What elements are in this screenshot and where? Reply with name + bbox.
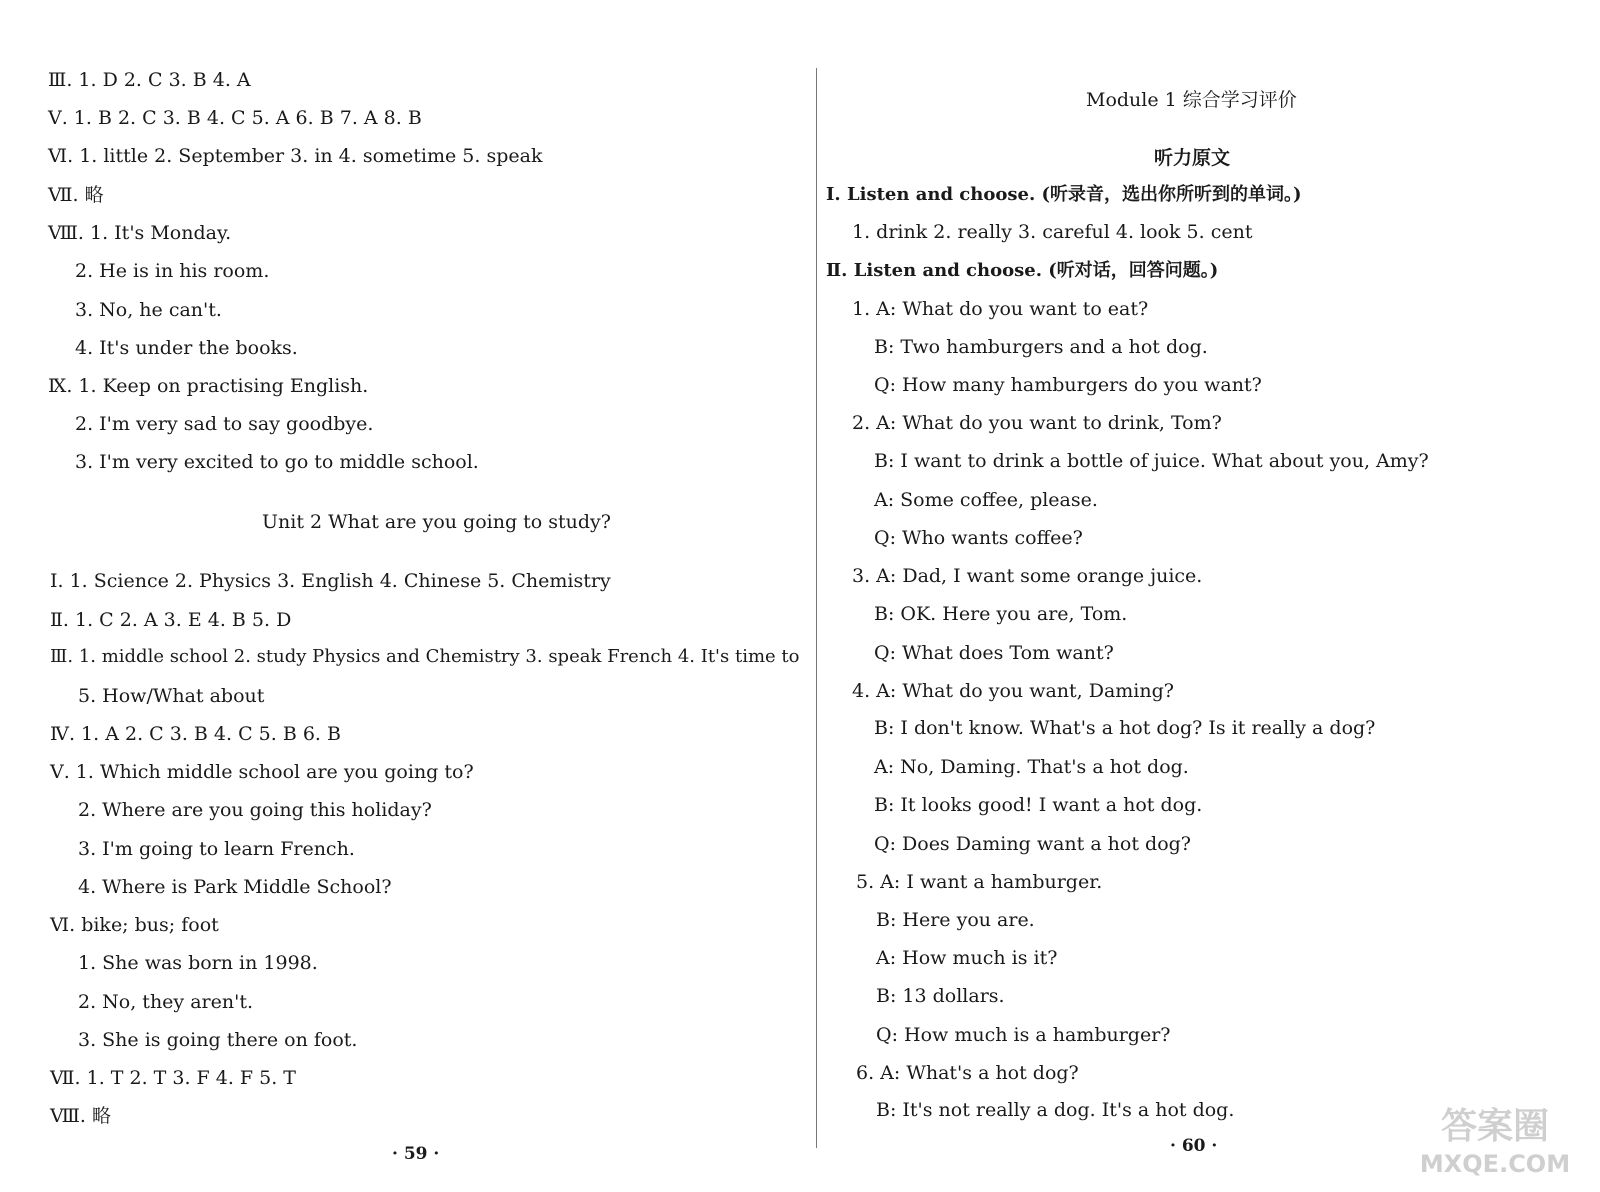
dialogue-line: A: No, Daming. That's a hot dog. xyxy=(874,756,1189,778)
dialogue-line: 6. A: What's a hot dog? xyxy=(856,1062,1079,1084)
dialogue-line: B: It's not really a dog. It's a hot dog. xyxy=(876,1099,1235,1121)
unit-title: Unit 2 What are you going to study? xyxy=(262,511,611,533)
answer-line: 3. I'm very excited to go to middle school. xyxy=(75,451,479,473)
answer-line: 3. I'm going to learn French. xyxy=(78,838,355,860)
section-subtitle: 听力原文 xyxy=(1154,147,1231,169)
answer-line: 2. No, they aren't. xyxy=(78,991,253,1013)
answer-line: 4. It's under the books. xyxy=(75,337,298,359)
answer-line: 3. She is going there on foot. xyxy=(78,1029,358,1051)
answer-line: Ⅴ. 1. B 2. C 3. B 4. C 5. A 6. B 7. A 8. B xyxy=(48,107,422,129)
answer-line: Ⅶ. 1. T 2. T 3. F 4. F 5. T xyxy=(50,1067,296,1089)
module-title: Module 1 综合学习评价 xyxy=(1086,89,1297,111)
dialogue-line: Q: Does Daming want a hot dog? xyxy=(874,833,1191,855)
answer-line: 1. She was born in 1998. xyxy=(78,952,318,974)
right-page xyxy=(818,0,1600,1192)
dialogue-line: B: OK. Here you are, Tom. xyxy=(874,603,1128,625)
answer-line: Ⅸ. 1. Keep on practising English. xyxy=(48,375,369,397)
answer-line: Ⅷ. 1. It's Monday. xyxy=(48,222,232,244)
answer-line: Ⅶ. 略 xyxy=(48,184,104,206)
answer-line: Ⅵ. bike; bus; foot xyxy=(50,914,219,936)
answer-line: Ⅱ. 1. C 2. A 3. E 4. B 5. D xyxy=(50,609,292,631)
dialogue-line: A: How much is it? xyxy=(876,947,1058,969)
answer-line: 5. How/What about xyxy=(78,685,265,707)
dialogue-line: B: It looks good! I want a hot dog. xyxy=(874,794,1203,816)
answer-line: Ⅴ. 1. Which middle school are you going to? xyxy=(50,761,474,783)
answer-line: 1. drink 2. really 3. careful 4. look 5. cent xyxy=(852,221,1253,243)
answer-line: 2. He is in his room. xyxy=(75,260,270,282)
watermark-top: 答案圈 xyxy=(1440,1106,1550,1147)
answer-line: Ⅲ. 1. D 2. C 3. B 4. A xyxy=(48,69,251,91)
dialogue-line: 3. A: Dad, I want some orange juice. xyxy=(852,565,1203,587)
dialogue-line: 4. A: What do you want, Daming? xyxy=(852,680,1174,702)
answer-line: 2. I'm very sad to say goodbye. xyxy=(75,413,374,435)
page-number: · 59 · xyxy=(392,1144,440,1164)
answer-line: Ⅷ. 略 xyxy=(50,1105,112,1127)
answer-line: 3. No, he can't. xyxy=(75,299,222,321)
dialogue-line: Q: How much is a hamburger? xyxy=(876,1024,1171,1046)
answer-line: Ⅰ. 1. Science 2. Physics 3. English 4. Chinese 5. Chemistry xyxy=(50,570,611,592)
answer-line: 4. Where is Park Middle School? xyxy=(78,876,392,898)
dialogue-line: B: 13 dollars. xyxy=(876,985,1005,1007)
watermark-bottom: MXQE.COM xyxy=(1419,1150,1571,1178)
dialogue-line: 2. A: What do you want to drink, Tom? xyxy=(852,412,1222,434)
watermark-logo xyxy=(1400,1100,1590,1180)
answer-line: Ⅲ. 1. middle school 2. study Physics and Chemistry 3. speak French 4. It's time to xyxy=(50,646,800,667)
answer-line: Ⅳ. 1. A 2. C 3. B 4. C 5. B 6. B xyxy=(50,723,341,745)
dialogue-line: Q: What does Tom want? xyxy=(874,642,1114,664)
dialogue-line: B: I want to drink a bottle of juice. What about you, Amy? xyxy=(874,450,1429,472)
section-heading: Ⅱ. Listen and choose. (听对话，回答问题。) xyxy=(826,260,1219,281)
dialogue-line: B: Two hamburgers and a hot dog. xyxy=(874,336,1208,358)
dialogue-line: Q: Who wants coffee? xyxy=(874,527,1083,549)
dialogue-line: B: Here you are. xyxy=(876,909,1035,931)
dialogue-line: 1. A: What do you want to eat? xyxy=(852,298,1149,320)
dialogue-line: B: I don't know. What's a hot dog? Is it really a dog? xyxy=(874,717,1376,739)
page-number: · 60 · xyxy=(1170,1136,1218,1156)
answer-line: 2. Where are you going this holiday? xyxy=(78,799,432,821)
page-divider xyxy=(816,68,817,1148)
dialogue-line: 5. A: I want a hamburger. xyxy=(856,871,1103,893)
dialogue-line: A: Some coffee, please. xyxy=(874,489,1098,511)
dialogue-line: Q: How many hamburgers do you want? xyxy=(874,374,1262,396)
answer-line: Ⅵ. 1. little 2. September 3. in 4. sometime 5. speak xyxy=(48,145,543,167)
section-heading: Ⅰ. Listen and choose. (听录音，选出你所听到的单词。) xyxy=(826,184,1302,205)
